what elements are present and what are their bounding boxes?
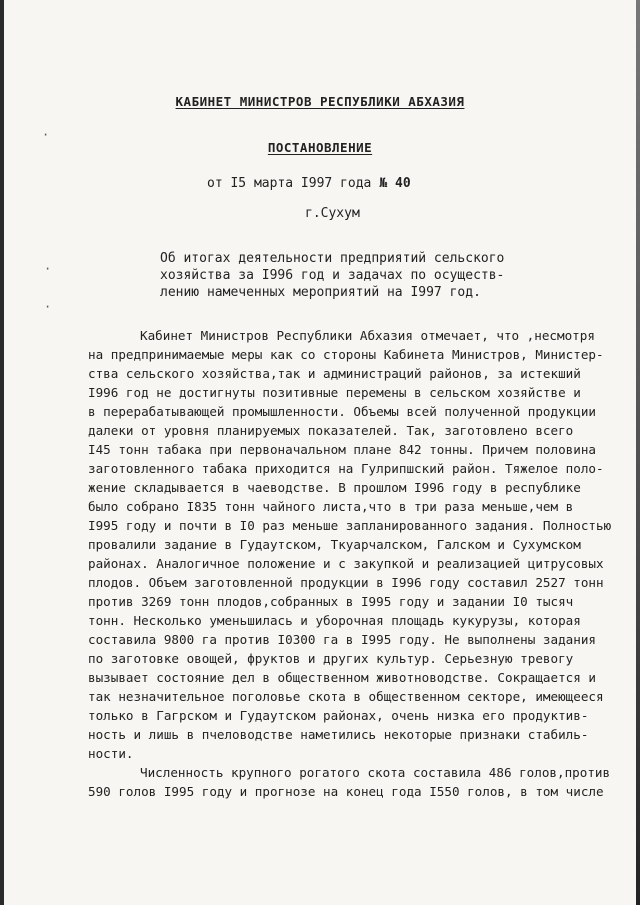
decree-body <box>88 326 630 801</box>
body-line: Кабинет Министров Республики Абхазия отмечает, что ,несмотря <box>140 328 595 343</box>
body-line: составила 9800 га против I0300 га в I995 году. Не выполнены задания <box>88 632 596 647</box>
scan-artifact: · <box>44 300 52 314</box>
paragraph-1 <box>88 326 630 763</box>
body-line: плодов. Объем заготовленной продукции в I996 году составил 2527 тонн <box>88 575 604 590</box>
body-line: Численность крупного рогатого скота составила 486 голов,против <box>140 765 611 780</box>
body-line: против 3269 тонн плодов,собранных в I995 году и задании I0 тысяч <box>88 594 574 609</box>
body-line: на предпринимаемые меры как со стороны Кабинета Министров, Министер- <box>88 347 604 362</box>
body-line: по заготовке овощей, фруктов и других культур. Серьезную тревогу <box>88 651 574 666</box>
paragraph-2 <box>88 763 630 801</box>
body-line: так незначительное поголовье скота в общественном секторе, имеющееся <box>88 689 604 704</box>
body-line: 590 голов I995 году и прогнозе на конец года I550 голов, в том числе <box>88 784 604 799</box>
scan-artifact: · <box>42 128 50 142</box>
body-line: ства сельского хозяйства,так и администраций районов, за истекший <box>88 366 581 381</box>
decree-date: от I5 марта I997 года <box>207 176 372 191</box>
body-line: только в Гагрском и Гудаутском районах, очень низка его продуктив- <box>88 708 589 723</box>
subject-line: хозяйства за I996 год и задачах по осуществ- <box>160 268 505 283</box>
body-line: I996 год не достигнуты позитивные перемены в сельском хозяйстве и <box>88 385 581 400</box>
body-line: тонн. Несколько уменьшилась и уборочная площадь кукурузы, которая <box>88 613 581 628</box>
body-line: I45 тонн табака при первоначальном плане 842 тонны. Причем половина <box>88 442 596 457</box>
body-line: ность и лишь в пчеловодстве наметились некоторые признаки стабиль- <box>88 727 589 742</box>
body-line: I995 году и почти в I0 раз меньше запланированного задания. Полностью <box>88 518 612 533</box>
body-line: в перерабатывающей промышленности. Объемы всей полученной продукции <box>88 404 596 419</box>
body-line: районах. Аналогичное положение и с закупкой и реализацией цитрусовых <box>88 556 604 571</box>
body-line: ности. <box>88 746 134 761</box>
body-line: провалили задание в Гудаутском, Ткуарчалском, Галском и Сухумском <box>88 537 581 552</box>
document-type-title: ПОСТАНОВЛЕНИЕ <box>267 140 373 155</box>
subject-line: лению намеченных мероприятий на I997 год. <box>160 285 481 300</box>
subject-line: Об итогах деятельности предприятий сельского <box>160 251 505 266</box>
body-line: жение складывается в чаеводстве. В прошлом I996 году в республике <box>88 480 581 495</box>
body-line: было собрано I835 тонн чайного листа,что в три раза меньше,чем в <box>88 499 574 514</box>
scan-artifact: · <box>44 262 52 276</box>
decree-subject <box>160 250 540 301</box>
body-line: заготовленного табака приходится на Гулрипшский район. Тяжелое поло- <box>88 461 604 476</box>
scan-edge-right <box>636 0 640 905</box>
body-line: вызывает состояние дел в общественном животноводстве. Сокращается и <box>88 670 596 685</box>
decree-number: № 40 <box>379 176 411 191</box>
issuing-body-title: КАБИНЕТ МИНИСТРОВ РЕСПУБЛИКИ АБХАЗИЯ <box>175 94 465 109</box>
decree-dateline <box>207 176 411 191</box>
body-line: далеки от уровня планируемых показателей. Так, заготовлено всего <box>88 423 574 438</box>
scan-edge-left <box>0 0 4 905</box>
decree-city: г.Сухум <box>305 206 360 221</box>
